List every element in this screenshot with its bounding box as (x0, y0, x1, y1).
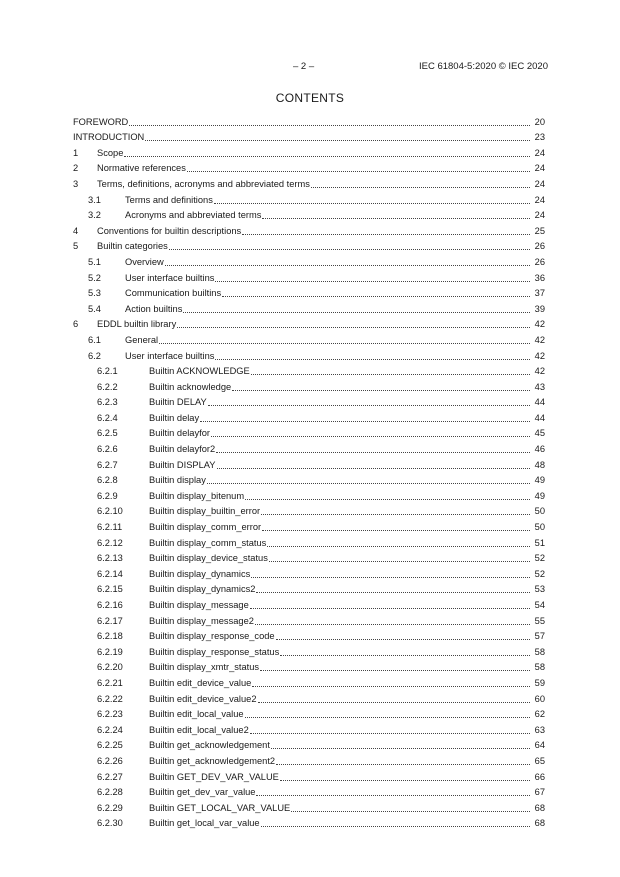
toc-entry-number: 6.2.23 (97, 709, 123, 720)
toc-dot-leader (260, 670, 530, 671)
toc-entry-title: Builtin get_dev_var_value (149, 787, 256, 798)
toc-entry-title: Terms, definitions, acronyms and abbreviated terms (97, 178, 310, 189)
toc-entry[interactable] (73, 252, 545, 268)
toc-entry-title: Builtin display_message (149, 600, 249, 610)
toc-entry-page: 24 (534, 147, 545, 158)
toc-entry-title: Overview (125, 256, 164, 267)
standard-reference: IEC 61804-5:2020 © IEC 2020 (418, 61, 548, 72)
toc-entry[interactable] (73, 533, 545, 549)
toc-entry-number: 6.2.14 (97, 568, 123, 579)
toc-entry-title: Builtin GET_LOCAL_VAR_VALUE (149, 802, 291, 813)
toc-entry[interactable] (73, 720, 545, 736)
toc-entry[interactable] (73, 128, 545, 144)
toc-entry[interactable] (73, 190, 545, 206)
toc-dot-leader (311, 187, 530, 188)
toc-dot-leader (211, 436, 530, 437)
toc-dot-leader (215, 359, 530, 360)
toc-entry-page: 46 (534, 444, 545, 455)
toc-entry-number: 5.3 (88, 288, 101, 299)
toc-entry-page: 58 (534, 662, 545, 673)
toc-dot-leader (250, 608, 530, 609)
toc-dot-leader (177, 327, 530, 328)
toc-entry-number: 6.2.12 (97, 537, 123, 548)
toc-entry-number: 5.4 (88, 303, 101, 314)
toc-dot-leader (242, 234, 530, 235)
toc-entry-page: 53 (534, 584, 545, 595)
toc-entry-number: 6.2.20 (97, 662, 123, 673)
toc-entry[interactable] (73, 798, 545, 814)
toc-dot-leader (261, 826, 530, 827)
toc-entry-title: Builtin edit_device_value2 (149, 693, 257, 704)
toc-entry-number: 6.2.28 (97, 787, 123, 798)
toc-entry-number: 6.2.1 (97, 366, 118, 377)
toc-entry-page: 68 (534, 802, 545, 813)
toc-entry-number: 6.2.19 (97, 646, 123, 657)
toc-entry-number: 2 (73, 163, 79, 174)
toc-entry-title: Builtin categories (97, 241, 168, 252)
toc-entry-page: 26 (534, 241, 545, 252)
toc-entry-number: 6.2.26 (97, 755, 123, 766)
toc-entry-number: 6.2.29 (97, 802, 123, 813)
toc-entry-title: Builtin display (149, 475, 206, 486)
toc-entry-page: 68 (534, 818, 545, 829)
toc-entry-page: 63 (534, 724, 545, 735)
toc-entry[interactable] (73, 517, 545, 533)
toc-entry[interactable] (73, 642, 545, 658)
toc-entry-page: 64 (534, 740, 545, 751)
toc-entry[interactable] (73, 174, 545, 190)
toc-dot-leader (208, 405, 530, 406)
toc-dot-leader (261, 514, 530, 515)
toc-dot-leader (207, 483, 530, 484)
toc-entry[interactable] (73, 112, 545, 128)
toc-dot-leader (291, 811, 530, 812)
toc-entry[interactable] (73, 284, 545, 300)
toc-entry-number: 6.2.27 (97, 771, 123, 782)
toc-entry-title: EDDL builtin library (97, 319, 177, 330)
toc-entry-title: Builtin display_dynamics (149, 568, 251, 579)
toc-dot-leader (145, 140, 530, 141)
toc-entry-number: 6.2.7 (97, 459, 118, 470)
toc-entry-page: 57 (534, 631, 545, 642)
toc-entry-page: 24 (534, 178, 545, 189)
toc-entry-page: 26 (534, 256, 545, 267)
toc-entry[interactable] (73, 502, 545, 518)
toc-dot-leader (245, 499, 530, 500)
toc-dot-leader (255, 624, 530, 625)
toc-dot-leader (165, 265, 530, 266)
toc-entry-page: 45 (534, 428, 545, 439)
toc-entry-page: 52 (534, 553, 545, 564)
toc-entry[interactable] (73, 549, 545, 565)
toc-entry[interactable] (73, 439, 545, 455)
toc-entry-title: Builtin DISPLAY (149, 459, 216, 470)
toc-entry-number: 6.2.21 (97, 677, 123, 688)
toc-entry[interactable] (73, 346, 545, 362)
toc-entry-title: General (125, 334, 159, 345)
toc-entry-number: 3 (73, 178, 79, 189)
toc-dot-leader (169, 249, 530, 250)
toc-entry-number: 6.2.17 (97, 615, 123, 626)
toc-entry-title: Builtin get_local_var_value (149, 818, 260, 829)
toc-dot-leader (232, 390, 530, 391)
toc-entry[interactable] (73, 455, 545, 471)
toc-entry[interactable] (73, 393, 545, 409)
toc-entry-page: 20 (534, 116, 545, 127)
toc-dot-leader (276, 764, 530, 765)
toc-entry-title: Builtin display_bitenum (149, 490, 245, 501)
toc-entry-page: 48 (534, 459, 545, 470)
toc-entry-title: User interface builtins (125, 350, 215, 361)
toc-entry-title: Builtin display_response_status (149, 646, 280, 657)
toc-entry-number: 6.1 (88, 334, 101, 345)
toc-entry-number: 5 (73, 241, 79, 252)
toc-entry[interactable] (73, 611, 545, 627)
toc-entry[interactable] (73, 751, 545, 767)
toc-entry[interactable] (73, 658, 545, 674)
toc-dot-leader (258, 702, 530, 703)
toc-entry-page: 54 (534, 600, 545, 610)
toc-entry-number: 6.2 (88, 350, 101, 361)
toc-entry-title: Conventions for builtin descriptions (97, 225, 242, 236)
toc-entry-page: 52 (534, 568, 545, 579)
toc-entry-page: 42 (534, 334, 545, 345)
toc-dot-leader (251, 577, 530, 578)
toc-entry-title: Builtin display_device_status (149, 553, 268, 564)
toc-dot-leader (215, 281, 530, 282)
toc-entry[interactable] (73, 486, 545, 502)
toc-dot-leader (271, 748, 530, 749)
page-number: – 2 – (293, 61, 315, 72)
toc-entry-title: FOREWORD (73, 116, 129, 127)
toc-dot-leader (216, 452, 530, 453)
toc-dot-leader (129, 125, 530, 126)
toc-entry-title: Builtin ACKNOWLEDGE (149, 366, 250, 377)
toc-dot-leader (124, 156, 530, 157)
toc-entry-page: 55 (534, 615, 545, 626)
toc-entry-title: Builtin display_response_code (149, 631, 275, 642)
toc-entry[interactable] (73, 814, 545, 830)
toc-entry-number: 6.2.8 (97, 475, 118, 486)
toc-entry-number: 6.2.22 (97, 693, 123, 704)
toc-entry-number: 6.2.2 (97, 381, 118, 392)
toc-entry[interactable] (73, 580, 545, 596)
toc-entry-title: User interface builtins (125, 272, 215, 283)
toc-entry-page: 24 (534, 210, 545, 221)
toc-entry-title: INTRODUCTION (73, 132, 145, 143)
toc-entry-page: 62 (534, 709, 545, 720)
toc-entry[interactable] (73, 221, 545, 237)
toc-dot-leader (269, 561, 530, 562)
toc-entry[interactable] (73, 705, 545, 721)
toc-entry[interactable] (73, 767, 545, 783)
toc-dot-leader (280, 655, 530, 656)
toc-entry-number: 6.2.30 (97, 818, 123, 829)
toc-entry-title: Builtin display_builtin_error (149, 506, 261, 517)
toc-entry-number: 6.2.25 (97, 740, 123, 751)
toc-dot-leader (276, 639, 530, 640)
toc-entry[interactable] (73, 330, 545, 346)
toc-entry-page: 58 (534, 646, 545, 657)
toc-entry-page: 39 (534, 303, 545, 314)
toc-entry-number: 6.2.15 (97, 584, 123, 595)
toc-entry-page: 50 (534, 506, 545, 517)
toc-dot-leader (251, 374, 530, 375)
toc-entry[interactable] (73, 299, 545, 315)
toc-entry-number: 6.2.5 (97, 428, 118, 439)
toc-entry-page: 49 (534, 490, 545, 501)
toc-entry[interactable] (73, 237, 545, 253)
toc-entry-number: 6.2.6 (97, 444, 118, 455)
toc-entry-title: Builtin display_dynamics2 (149, 584, 256, 595)
toc-entry-title: Builtin delayfor2 (149, 444, 216, 455)
toc-entry-page: 23 (534, 132, 545, 143)
toc-entry-page: 42 (534, 366, 545, 377)
toc-entry-title: Builtin get_acknowledgement2 (149, 755, 276, 766)
toc-entry-title: Builtin GET_DEV_VAR_VALUE (149, 771, 279, 782)
toc-entry-title: Builtin DELAY (149, 397, 207, 408)
toc-entry-title: Acronyms and abbreviated terms (125, 210, 262, 221)
toc-dot-leader (214, 203, 530, 204)
toc-entry[interactable] (73, 564, 545, 580)
toc-entry-number: 6.2.10 (97, 506, 123, 517)
toc-entry-number: 1 (73, 147, 79, 158)
toc-entry-page: 42 (534, 350, 545, 361)
toc-entry[interactable] (73, 268, 545, 284)
toc-dot-leader (250, 733, 530, 734)
toc-entry[interactable] (73, 627, 545, 643)
toc-dot-leader (256, 592, 530, 593)
toc-entry-title: Builtin delayfor (149, 428, 210, 439)
toc-dot-leader (252, 686, 530, 687)
toc-entry-page: 67 (534, 787, 545, 798)
toc-dot-leader (200, 421, 530, 422)
toc-entry-page: 36 (534, 272, 545, 283)
toc-entry-page: 44 (534, 412, 545, 423)
toc-dot-leader (280, 780, 530, 781)
toc-entry-number: 5.2 (88, 272, 101, 283)
toc-entry-title: Builtin display_message2 (149, 615, 254, 626)
toc-entry-number: 6.2.4 (97, 412, 118, 423)
toc-dot-leader (256, 795, 530, 796)
toc-entry-title: Builtin display_comm_error (149, 522, 262, 533)
toc-entry-page: 25 (534, 225, 545, 236)
toc-entry[interactable] (73, 143, 545, 159)
toc-entry-page: 24 (534, 194, 545, 205)
toc-entry-page: 43 (534, 381, 545, 392)
toc-entry-page: 42 (534, 319, 545, 330)
toc-entry-title: Terms and definitions (125, 194, 213, 205)
toc-entry[interactable] (73, 424, 545, 440)
toc-entry-page: 50 (534, 522, 545, 533)
toc-entry-number: 6.2.24 (97, 724, 123, 735)
contents-title: CONTENTS (275, 91, 345, 105)
toc-dot-leader (183, 312, 530, 313)
toc-entry-page: 49 (534, 475, 545, 486)
toc-entry-number: 6.2.3 (97, 397, 118, 408)
toc-entry-title: Communication builtins (125, 288, 222, 299)
toc-dot-leader (267, 546, 530, 547)
toc-entry-number: 3.1 (88, 194, 101, 205)
toc-entry[interactable] (73, 377, 545, 393)
toc-entry-number: 6.2.16 (97, 600, 123, 610)
toc-entry-title: Builtin delay (149, 412, 200, 423)
toc-entry-page: 59 (534, 677, 545, 688)
toc-entry-page: 37 (534, 288, 545, 299)
toc-entry-title: Builtin edit_local_value (149, 709, 244, 720)
toc-entry-number: 6.2.13 (97, 553, 123, 564)
toc-entry-page: 60 (534, 693, 545, 704)
toc-entry-page: 24 (534, 163, 545, 174)
toc-dot-leader (262, 530, 530, 531)
toc-entry-number: 4 (73, 225, 79, 236)
toc-entry-number: 6.2.11 (97, 522, 123, 533)
toc-entry-title: Builtin get_acknowledgement (149, 740, 270, 751)
toc-entry[interactable] (73, 315, 545, 331)
toc-entry-title: Normative references (97, 163, 186, 174)
toc-entry-title: Action builtins (125, 303, 183, 314)
toc-entry[interactable] (73, 362, 545, 378)
toc-dot-leader (245, 717, 530, 718)
toc-entry-number: 3.2 (88, 210, 101, 221)
toc-entry-title: Builtin display_xmtr_status (149, 662, 260, 673)
toc-entry[interactable] (73, 408, 545, 424)
toc-entry-title: Builtin edit_device_value (149, 677, 252, 688)
toc-entry-page: 65 (534, 755, 545, 766)
table-of-contents (73, 112, 545, 829)
toc-entry-page: 66 (534, 771, 545, 782)
toc-entry-number: 6.2.9 (97, 490, 118, 501)
toc-entry[interactable] (73, 689, 545, 705)
toc-entry-title: Scope (97, 147, 124, 158)
toc-entry[interactable] (73, 471, 545, 487)
toc-dot-leader (262, 218, 530, 219)
toc-entry-number: 6 (73, 319, 79, 330)
toc-entry[interactable] (73, 673, 545, 689)
toc-entry-page: 51 (534, 537, 545, 548)
toc-dot-leader (222, 296, 530, 297)
toc-entry[interactable] (73, 736, 545, 752)
toc-entry-number: 6.2.18 (97, 631, 123, 642)
toc-entry[interactable] (73, 159, 545, 175)
toc-entry-title: Builtin acknowledge (149, 381, 232, 392)
toc-entry-number: 5.1 (88, 256, 101, 267)
toc-entry[interactable] (73, 595, 545, 611)
toc-dot-leader (217, 468, 531, 469)
toc-entry-page: 44 (534, 397, 545, 408)
toc-dot-leader (159, 343, 530, 344)
toc-dot-leader (187, 171, 530, 172)
toc-entry[interactable] (73, 206, 545, 222)
toc-entry-title: Builtin display_comm_status (149, 537, 267, 548)
toc-entry[interactable] (73, 783, 545, 799)
toc-entry-title: Builtin edit_local_value2 (149, 724, 249, 735)
